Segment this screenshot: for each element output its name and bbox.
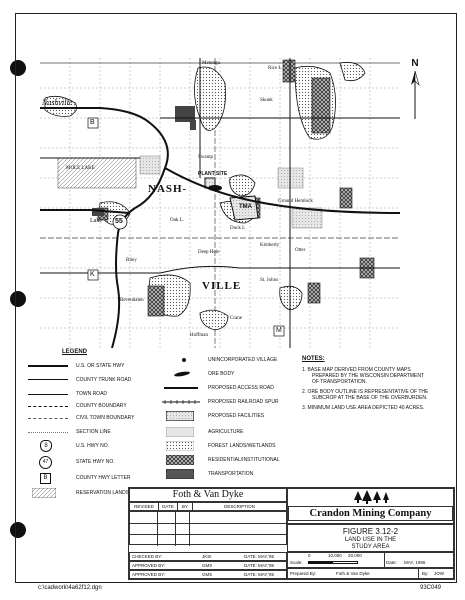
legend-item-facilities: PROPOSED FACILITIES — [160, 410, 264, 422]
residential-swatch — [166, 455, 194, 465]
note-line-2: PREPARED BY THE WISCONSIN DEPARTMENT — [312, 373, 425, 379]
transportation-swatch — [166, 469, 194, 479]
legend-item-us-hwy-no: 8 U.S. HWY NO. — [28, 440, 109, 452]
map-label-metonga: Metonga — [202, 61, 220, 66]
legend-item-transportation: TRANSPORTATION — [160, 468, 253, 480]
legend-item-access-road: PROPOSED ACCESS ROAD — [160, 382, 274, 394]
legend-item-civil-town: CIVIL TOWN BOUNDARY — [28, 412, 134, 424]
legend-item-agriculture: AGRICULTURE — [160, 426, 243, 438]
map-label-tma: TMA — [239, 204, 252, 210]
note-line-5: SUBCROP AT THE BASE OF THE OVERBURDEN. — [312, 395, 428, 401]
map-label-mole-lake: MOLE LAKE — [66, 166, 95, 171]
checked-row: CHECKED BY: JKSI DATE: MAY,'95 — [129, 552, 287, 561]
scale-bar — [308, 561, 358, 564]
figure-cell — [287, 524, 454, 552]
map-svg — [40, 58, 400, 348]
north-letter: N — [411, 58, 419, 69]
reservation-lands — [58, 158, 136, 188]
company-name: Crandon Mining Company — [288, 506, 453, 521]
map-label-otter: Otter — [295, 248, 306, 253]
figure-subtitle-1: LAND USE IN THE — [344, 537, 397, 543]
legend-item-forest: FOREST LANDS/WETLANDS — [160, 440, 275, 452]
legend-item-village: UNINCORPORATED VILLAGE — [160, 354, 277, 366]
map-label-plant-site: PLANT SITE — [198, 171, 228, 177]
tree-logo-icon — [352, 490, 392, 504]
revised-header: REVISED DATE BY DESCRIPTION — [129, 502, 287, 511]
map-label-lake: Lake — [90, 218, 102, 224]
note-line-3: OF TRANSPORTATION. — [312, 379, 367, 385]
scale-tick-0: 0 — [308, 553, 311, 558]
prepared-row: Prepared By: Foth & Van Dyke By: JOW — [287, 568, 454, 579]
railroad-icon — [162, 397, 200, 407]
legend-item-section-line: SECTION LINE — [28, 426, 111, 438]
ore-body-icon — [174, 371, 190, 378]
legend-item-us-hwy: U.S. OR STATE HWY — [28, 360, 124, 372]
map-label-hwy-k: K — [90, 271, 95, 278]
map-label-hwy-b: B — [90, 119, 95, 126]
legend-item-ore-body: ORE BODY — [160, 368, 234, 380]
map-label-st-johns: St. Johns — [260, 278, 279, 283]
legend-item-railroad: PROPOSED RAILROAD SPUR — [160, 396, 279, 408]
forest-swatch — [166, 441, 194, 451]
scale-tick-1: 10,000 — [328, 553, 342, 558]
note-line-1: 1. BASE MAP DERIVED FROM COUNTY MAPS — [302, 367, 411, 373]
map-label-hwy55: 55 — [115, 218, 123, 225]
legend-item-residential: RESIDENTIAL/INSTITUTIONAL — [160, 454, 280, 466]
map-label-nash: NASH- — [148, 183, 188, 195]
company-cell — [287, 488, 454, 524]
legend-item-county-letter: B COUNTY HWY LETTER — [28, 472, 131, 484]
footer-path: c:\cadwork\4a62f12.dgn — [38, 585, 102, 591]
map-label-ground-hemlock: Ground Hemlock — [278, 199, 313, 204]
legend-item-county-trunk: COUNTY TRUNK ROAD — [28, 374, 131, 386]
legend-title: LEGEND — [62, 349, 88, 355]
agriculture-swatch — [166, 427, 194, 437]
state-hwy-shield-icon: 47 — [39, 456, 52, 469]
footer-code: 93C049 — [420, 585, 442, 591]
village-dot-icon — [182, 358, 186, 362]
figure-subtitle-2: STUDY AREA — [351, 544, 390, 550]
approved-row-2: APPROVED BY: GMS DATE: MAY,'95 — [129, 570, 287, 579]
map-label-hwy-m: M — [276, 327, 282, 334]
map-label-rice: Rice L. — [268, 66, 283, 71]
scale-row: Scale: 0 10,000 20,000 Date: MAY, 1995 — [287, 552, 454, 568]
map-label-nashville: Nashville — [42, 98, 73, 107]
map-label-hoffman: Hoffman — [190, 333, 208, 338]
map-label-ville: VILLE — [202, 280, 242, 292]
north-arrow-icon — [408, 69, 422, 121]
legend-item-county-boundary: COUNTY BOUNDARY — [28, 400, 127, 412]
map-area — [40, 58, 400, 348]
north-arrow — [408, 58, 422, 122]
map-label-oak: Oak L. — [170, 218, 184, 223]
legend-item-reservation: RESERVATION LANDS — [28, 487, 129, 499]
figure-number: FIGURE 3.12-2 — [342, 527, 399, 536]
note-line-6: 3. MINIMUM LAND USE AREA DEPICTED 40 ACRES. — [302, 405, 425, 411]
legend-item-town-road: TOWN ROAD — [28, 388, 107, 400]
facilities-swatch — [166, 411, 194, 421]
firm-name: Foth & Van Dyke — [172, 489, 244, 500]
firm-cell — [129, 488, 287, 502]
map-label-riley: Riley — [126, 258, 137, 263]
scale-tick-2: 20,000 — [348, 553, 362, 558]
revision-rows — [129, 511, 287, 545]
map-label-swamp: Swamp — [198, 155, 213, 160]
map-label-duck: Duck L — [230, 226, 246, 231]
note-line-4: 2. ORE BODY OUTLINE IS REPRESENTATIVE OF THE — [302, 389, 429, 395]
legend-item-state-hwy-no: 47 STATE HWY NO. — [28, 456, 115, 468]
reservation-swatch — [32, 488, 56, 498]
map-label-deep-hole: Deep Hole — [198, 250, 220, 255]
map-label-bevendalen: Bevendalen — [120, 298, 144, 303]
map-label-kimberly: Kimberly — [260, 243, 280, 248]
notes — [302, 356, 452, 411]
legend-right — [160, 354, 310, 484]
us-hwy-shield-icon: 8 — [40, 440, 52, 452]
map-label-crane: Crane — [230, 316, 242, 321]
title-block — [128, 487, 455, 580]
approved-row-1: APPROVED BY: GMS DATE: MAY,'95 — [129, 561, 287, 570]
county-hwy-box-icon: B — [40, 473, 51, 484]
notes-title: NOTES: — [302, 356, 325, 362]
map-label-skunk: Skunk — [260, 98, 273, 103]
